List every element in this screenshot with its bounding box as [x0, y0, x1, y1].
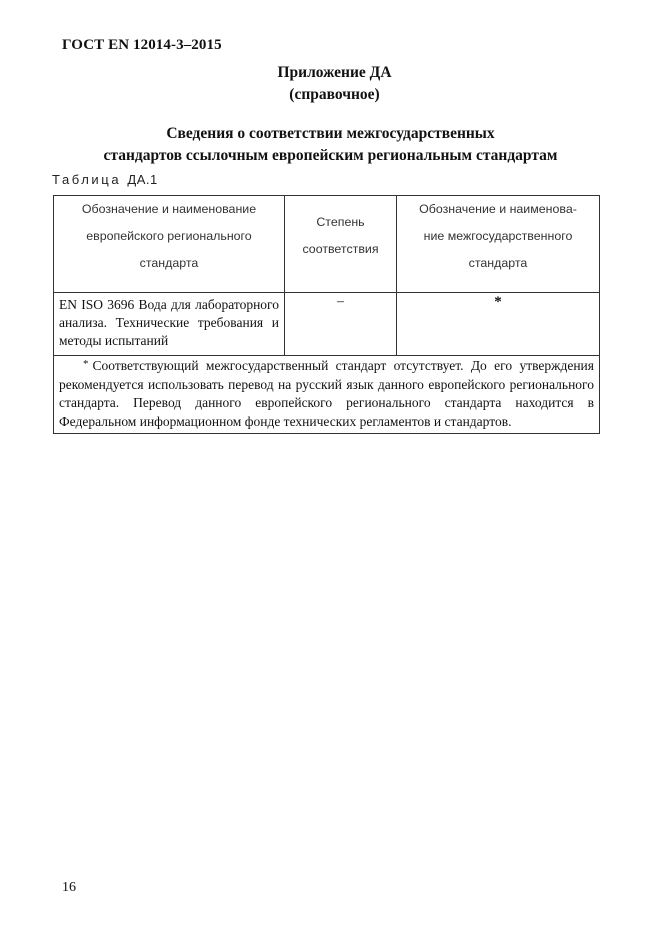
header-line: Степень: [316, 215, 365, 229]
header-line: европейского регионального: [86, 229, 252, 243]
footnote-cell: [54, 356, 600, 434]
table-footnote-row: [54, 356, 600, 434]
annex-title: Приложение ДА: [277, 64, 392, 81]
header-line: стандарта: [139, 256, 199, 270]
table-caption-number: ДА.1: [127, 172, 158, 187]
section-heading-line1: Сведения о соответствии межгосударственных: [166, 125, 495, 142]
column-header-degree: [285, 196, 397, 293]
correspondence-table: [53, 195, 600, 434]
section-heading-line2: стандартов ссылочным европейским региональным стандартам: [103, 147, 558, 164]
table-row: [54, 293, 600, 356]
page-number: 16: [62, 880, 76, 895]
header-line: Обозначение и наименование: [81, 202, 257, 216]
column-header-interstate-standard: [397, 196, 600, 293]
cell-degree: –: [285, 293, 397, 356]
document-code: ГОСТ EN 12014-3–2015: [62, 37, 222, 53]
header-line: стандарта: [468, 256, 528, 270]
footnote-text: Соответствующий межгосударственный стандарт отсутствует. До его утверждения рекомендуется использовать перевод на русский язык данного европейского регионального стандарта. Перевод данного европейского регионального стандарта находится в Федеральном информационном фонде технических регламентов и стандартов.: [59, 358, 594, 429]
header-line: Обозначение и наименова-: [419, 202, 577, 216]
footnote-mark: *: [83, 358, 89, 370]
annex-subtitle: (справочное): [289, 86, 380, 103]
table-header-row: [54, 196, 600, 293]
header-line: ние межгосударственного: [423, 229, 573, 243]
column-header-european-standard: [54, 196, 285, 293]
table-caption: [52, 172, 158, 187]
cell-interstate-standard: *: [397, 293, 600, 356]
cell-european-standard: EN ISO 3696 Вода для лабораторного анализа. Технические требования и методы испытаний: [54, 293, 285, 356]
header-line: соответствия: [302, 242, 379, 256]
table-caption-label: Таблица: [52, 172, 122, 187]
